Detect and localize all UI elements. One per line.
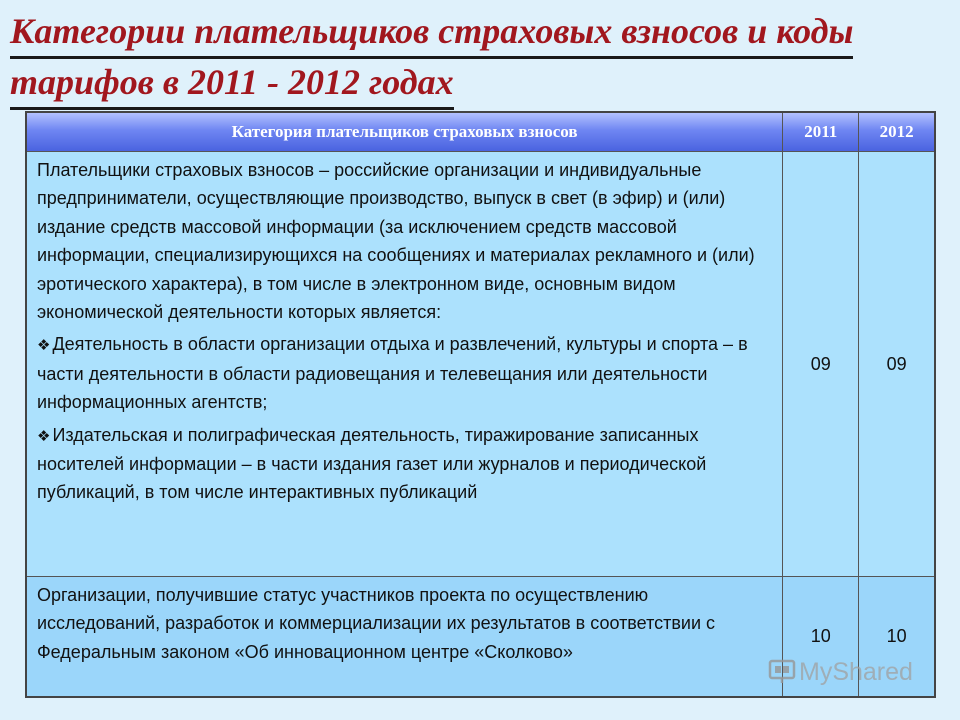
slides-icon — [768, 658, 796, 684]
code-2011-cell: 10 — [783, 577, 859, 698]
watermark — [768, 658, 913, 687]
bullet-text: Издательская и полиграфическая деятельность, тиражирование записанных носителей информации – в части издания газет или журналов и периодической публикаций, в том числе интерактивных публикаций — [37, 424, 707, 503]
header-category: Категория плательщиков страховых взносов — [26, 112, 783, 152]
diamond-bullet-icon: ❖ — [37, 336, 51, 355]
header-2011: 2011 — [783, 112, 859, 152]
table-row — [26, 152, 935, 577]
code-2012-cell: 09 — [859, 152, 935, 577]
code-2011-cell: 09 — [783, 152, 859, 577]
category-bullet — [37, 421, 772, 507]
header-2012: 2012 — [859, 112, 935, 152]
diamond-bullet-icon: ❖ — [37, 426, 51, 445]
category-cell: Организации, получившие статус участников проекта по осуществлению исследований, разработок и коммерциализации их результатов в соответствии с Федеральным законом «Об инновационном центре «Сколково» — [26, 577, 783, 698]
watermark-text: MyShared — [799, 658, 913, 686]
page-title — [10, 8, 950, 110]
code-2012-cell: 10 — [859, 577, 935, 698]
title-line-1: Категории плательщиков страховых взносов и коды — [10, 8, 853, 59]
bullet-text: Деятельность в области организации отдыха и развлечений, культуры и спорта – в части деятельности в области радиовещания и телевещания или деятельности информационных агентств; — [37, 334, 748, 413]
table-header-row — [26, 112, 935, 152]
category-cell — [26, 152, 783, 577]
category-bullet — [37, 330, 772, 416]
title-line-2: тарифов в 2011 - 2012 годах — [10, 59, 454, 110]
tariff-table — [25, 111, 936, 698]
category-intro: Плательщики страховых взносов – российские организации и индивидуальные предприниматели, осуществляющие производство, выпуск в свет (в эфир) и (или) издание средств массовой информации (за исключением средств массовой информации, специализирующихся на сообщениях и материалах рекламного и (или) эротического характера), в том числе в электронном виде, основным видом экономической деятельности которых является: — [37, 160, 755, 323]
